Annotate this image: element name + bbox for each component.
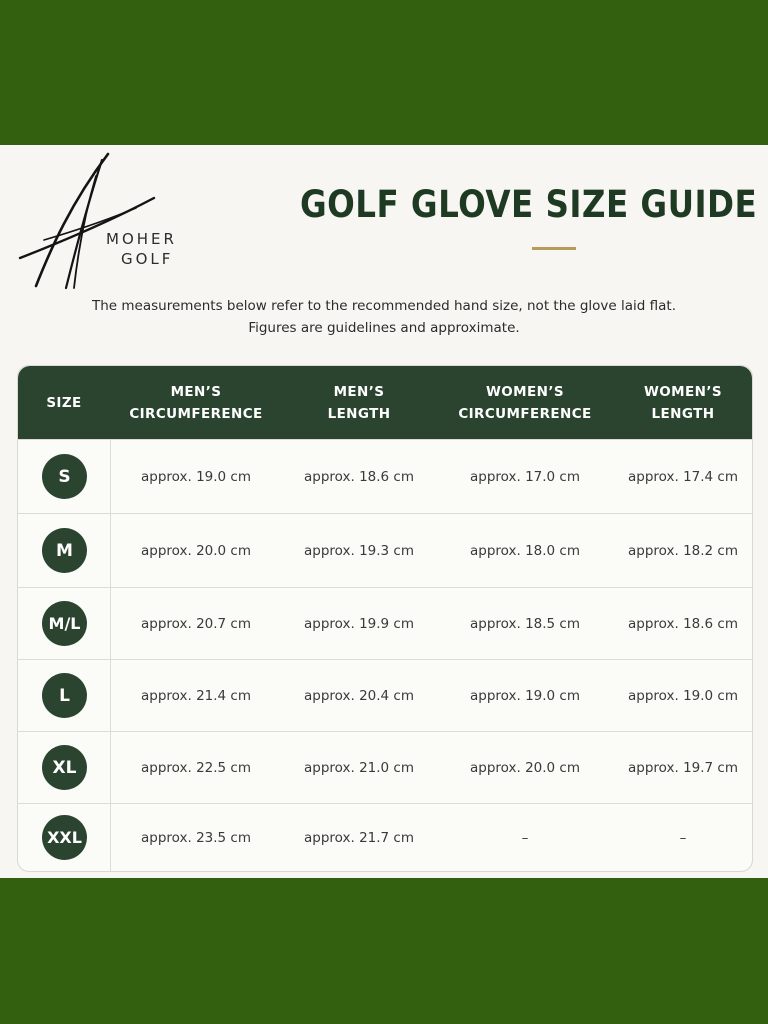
mens-circumference-cell: approx. 21.4 cm xyxy=(140,688,251,704)
womens-circumference-cell: – xyxy=(521,830,529,846)
mens-length-cell: approx. 18.6 cm xyxy=(303,468,414,485)
womens-length-cell: approx. 19.0 cm xyxy=(627,688,738,704)
size-badge: S xyxy=(42,454,87,499)
womens-circumference-cell: approx. 20.0 cm xyxy=(469,760,580,776)
page-title: GOLF GLOVE SIZE GUIDE xyxy=(300,183,758,226)
brand-logo xyxy=(16,148,196,293)
womens-length-cell: approx. 17.4 cm xyxy=(627,468,738,485)
header-size: SIZE xyxy=(46,394,82,411)
size-badge: L xyxy=(42,673,87,718)
monogram-signature-icon xyxy=(16,148,196,293)
table-row xyxy=(18,731,752,804)
size-badge: M/L xyxy=(42,601,87,646)
table-row xyxy=(18,659,752,732)
mens-length-cell: approx. 21.0 cm xyxy=(303,760,414,776)
bottom-green-band xyxy=(0,878,768,1024)
table-row xyxy=(18,513,752,587)
top-green-band xyxy=(0,0,768,145)
size-badge: XXL xyxy=(42,815,87,860)
womens-circumference-cell: approx. 18.5 cm xyxy=(469,616,580,632)
mens-circumference-cell: approx. 20.7 cm xyxy=(140,616,251,632)
header-mens-length: MEN’S LENGTH xyxy=(327,383,391,422)
intro-text-line1: The measurements below refer to the recommended hand size, not the glove laid flat. xyxy=(91,298,677,314)
mens-circumference-cell: approx. 20.0 cm xyxy=(140,542,251,559)
mens-length-cell: approx. 19.9 cm xyxy=(303,616,414,632)
header-womens-length: WOMEN’S LENGTH xyxy=(644,383,722,422)
brand-name-line1: MOHER xyxy=(106,230,177,248)
size-table xyxy=(17,365,753,872)
header-womens-circumference: WOMEN’S CIRCUMFERENCE xyxy=(458,383,592,422)
womens-length-cell: approx. 19.7 cm xyxy=(627,760,738,776)
table-row xyxy=(18,803,752,872)
mens-circumference-cell: approx. 23.5 cm xyxy=(140,830,251,846)
womens-length-cell: approx. 18.2 cm xyxy=(627,542,738,559)
brand-name-line2: GOLF xyxy=(121,250,174,268)
size-badge: M xyxy=(42,528,87,573)
header-mens-circumference: MEN’S CIRCUMFERENCE xyxy=(129,383,263,422)
table-row xyxy=(18,587,752,660)
mens-length-cell: approx. 21.7 cm xyxy=(303,830,414,846)
table-row xyxy=(18,439,752,513)
womens-length-cell: – xyxy=(679,830,687,846)
womens-circumference-cell: approx. 19.0 cm xyxy=(469,688,580,704)
intro-text-line2: Figures are guidelines and approximate. xyxy=(248,320,520,336)
mens-length-cell: approx. 20.4 cm xyxy=(303,688,414,704)
mens-length-cell: approx. 19.3 cm xyxy=(303,542,414,559)
womens-circumference-cell: approx. 18.0 cm xyxy=(469,542,580,559)
womens-length-cell: approx. 18.6 cm xyxy=(627,616,738,632)
mens-circumference-cell: approx. 22.5 cm xyxy=(140,760,251,776)
title-underline xyxy=(532,247,576,250)
womens-circumference-cell: approx. 17.0 cm xyxy=(469,468,580,485)
mens-circumference-cell: approx. 19.0 cm xyxy=(140,468,251,485)
size-badge: XL xyxy=(42,745,87,790)
table-header xyxy=(18,366,752,439)
